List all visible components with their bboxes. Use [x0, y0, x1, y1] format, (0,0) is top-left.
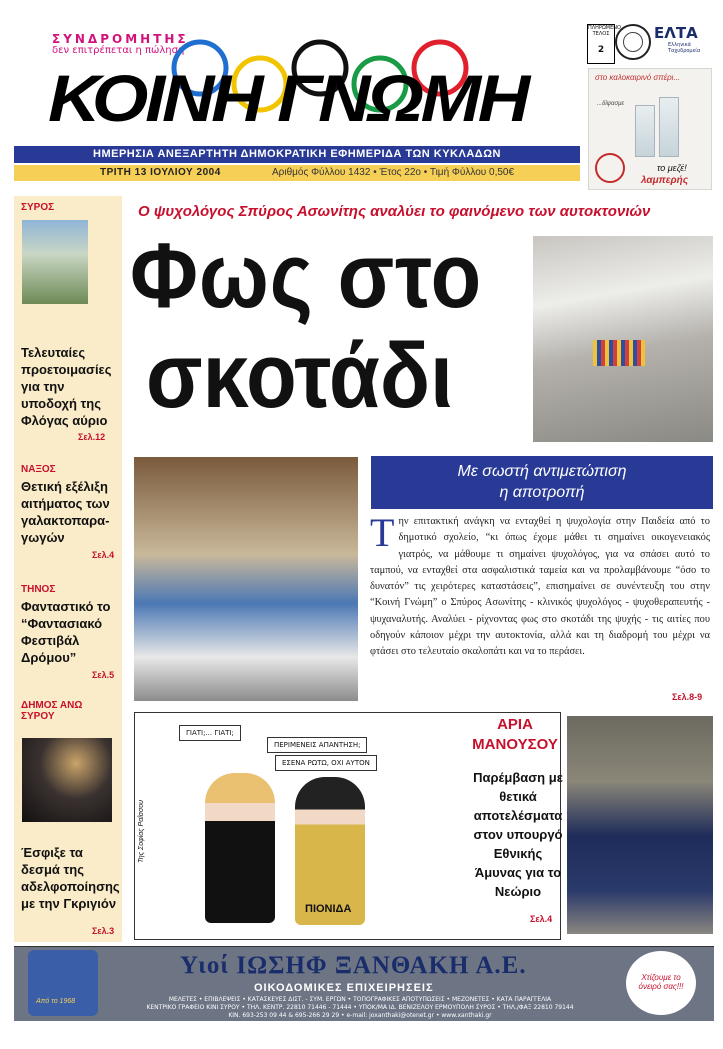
company-contact: ΚΙΝ. 693-253 09 44 & 695-266 29 29 • e-mail: joxanthaki@otenet.gr • www.xanthaki.gr [228, 1012, 492, 1019]
sidebar-section: ΤΗΝΟΣ [21, 584, 56, 595]
subscriber-label: ΣΥΝΔΡΟΜΗΤΗΣ [52, 32, 189, 46]
aria-photo [567, 716, 713, 934]
lead-subhead-line2: η αποτροπή [499, 484, 585, 501]
bottom-advert [14, 946, 714, 1021]
aria-name-line1: ΑΡΙΑ [497, 716, 533, 733]
lead-page-ref: Σελ.8-9 [672, 692, 703, 702]
elta-logo [654, 24, 723, 54]
sidebar-page-ref: Σελ.12 [78, 432, 106, 442]
sidebar-page-ref: Σελ.5 [92, 670, 115, 680]
seal-icon [615, 24, 651, 60]
company-logo-icon [28, 950, 98, 1016]
slogan-badge [626, 951, 696, 1015]
company-logo-text: Από το 1968 [36, 998, 76, 1005]
company-name: Υιοί ΙΩΣΗΦ ΞΑΝΘΑΚΗ Α.Ε. [180, 952, 527, 979]
memorial-photo [533, 236, 713, 442]
sidebar-headline: Έσφιξε τα δεσμά της αδελφοποίησης με την Γκριγιόν [21, 845, 120, 911]
issue-info: Αριθμός Φύλλου 1432 • Έτος 22ο • Τιμή Φύλλου 0,50€ [272, 167, 515, 178]
company-subtitle: ΟΙΚΟΔΟΜΙΚΕΣ ΕΠΙΧΕΙΡΗΣΕΙΣ [254, 982, 434, 994]
lead-headline-line2: σκοτάδι [146, 325, 454, 427]
elta-label: ΕΛΤΑ [654, 24, 698, 42]
glass-icon [659, 97, 679, 157]
aria-text: Παρέμβαση με θετικά αποτελέσματα στον υπουργό Εθνικής Άμυνας για το Νεώριο [473, 770, 563, 899]
lead-kicker: Ο ψυχολόγος Σπύρος Ασωνίτης αναλύει το φαινόμενο των αυτοκτονιών [138, 203, 651, 220]
sidebar-headline: Φανταστικό το “Φαντασιακό Φεστιβάλ Δρόμου” [21, 599, 111, 665]
flower-decoration [593, 340, 645, 366]
lead-headline-line1: Φως στο [130, 225, 483, 327]
postage-number: 2 [597, 45, 605, 55]
top-advert [588, 68, 712, 190]
lead-body [370, 510, 710, 661]
elta-sub: Ελληνικά Ταχυδρομεία [668, 42, 701, 54]
newspaper-logo: ΚΟΙΝΗ ΓΝΩΜΗ [48, 61, 527, 135]
sidebar-section: ΝΑΞΟΣ [21, 464, 56, 475]
ad-brand: λαμπερής [641, 175, 689, 186]
glass-icon [635, 105, 655, 157]
ad-line2: ...δίψασμε [597, 101, 624, 107]
cartoon-label-left: ΣΥΡΑ [225, 903, 254, 915]
subscriber-note: δεν επιτρέπεται η πώληση [52, 45, 185, 56]
torch-photo [22, 220, 88, 304]
ad-line3: το μεζέ! [657, 163, 687, 173]
brand-seal-icon [595, 153, 625, 183]
date-bar [14, 165, 580, 181]
slogan-text: Χτίζουμε το όνειρό σας!!! [638, 973, 684, 991]
company-services: ΜΕΛΕΤΕΣ • ΕΠΙΒΛΕΨΕΙΣ • ΚΑΤΑΣΚΕΥΕΣ ΔΙΣΤ. - ΣΥΜ. ΕΡΓΩΝ • ΤΟΠΟΓΡΑΦΙΚΕΣ ΑΠΟΤΥΠΩΣΕΙΣ • ΜΕΖΟΝΕΤΕΣ • ΚΑΤΑ ΠΑΡΑΓΓΕΛΙΑ [168, 996, 552, 1003]
postage-badge-label: ΠΛΗΡΩΜΕΝΟ ΤΕΛΟΣ [588, 25, 621, 37]
cartoon-bubble: ΓΙΑΤΙ;... ΓΙΑΤΙ; [179, 725, 241, 741]
ad-line1: στο καλοκαιρινό σπέρι... [595, 73, 681, 82]
sidebar-section: ΔΗΜΟΣ ΑΝΩ ΣΥΡΟΥ [21, 700, 83, 722]
sidebar-page-ref: Σελ.4 [92, 550, 115, 560]
drop-cap: Τ [370, 510, 395, 555]
aria-name-line2: ΜΑΝΟΥΣΟΥ [472, 736, 558, 753]
postage-badge [587, 24, 621, 64]
sidebar-headline: Τελευταίες προετοιμασίες για την υποδοχή της Φλόγας αύριο [21, 345, 112, 428]
cartoon-bubble: ΠΕΡΙΜΕΝΕΙΣ ΑΠΑΝΤΗΣΗ; [267, 737, 367, 753]
cartoon-bubble: ΕΣΕΝΑ ΡΩΤΩ, ΟΧΙ ΑΥΤΟΝ [275, 755, 377, 771]
sidebar-page-ref: Σελ.3 [92, 926, 115, 936]
cartoon-credit: Της Σοφίας Ραΐσσου [138, 800, 145, 863]
lead-subhead-line1: Με σωστή αντιμετώπιση [457, 463, 627, 480]
lead-subhead [371, 456, 713, 509]
cartoon-figure-left [205, 773, 275, 923]
company-address: ΚΕΝΤΡΙΚΟ ΓΡΑΦΕΙΟ ΚΙΝΙ ΣΥΡΟΥ • ΤΗΛ. ΚΕΝΤΡ. 22810 71446 - 71444 • ΥΠΟΚ/ΜΑ ΙΔ. ΒΕΝΙΖΕΛΟΥ ΕΡΜΟΥΠΟΛΗ ΣΥΡΟΣ • ΤΗΛ./ΦΑΞ 22810 79144 [146, 1004, 574, 1011]
cartoon-label-right: ΠΙΟΝΙΔΑ [305, 903, 352, 915]
sidebar [14, 196, 122, 942]
psychologist-photo [134, 457, 358, 701]
lead-body-text: ην επιτακτική ανάγκη να ενταχθεί η ψυχολογία στην Παιδεία από το δημοτικό σχολείο, “κι όπως έχομε μάθει τι σημαίνει οικογενειακός γιατρός, να μάθουμε τι σημαίνει ψυχολόγος, για να σπάσει αυτό το ταμπού, να ενταχθεί στα ασφαλιστικά ταμεία και να προλαμβάνουμε “όσο το δυνατόν” τις χειρότερες καταστάσεις”, επισημαίνει σε συνέντευξη του στην “Κοινή Γνώμη” ο Σπύρος Ασωνίτης - κλινικός ψυχολόγος - ψυχοθεραπευτής - ψυχαναλυτής. Αναλύει - ρίχνοντας φως στο σκοτάδι της ψυχής - τις αιτίες που οδηγούν κάποιον μέχρι την αυτοκτονία, αλλά και τη διαδρομή του μέχρι να φτάσει στο τελευταίο σκαλοπάτι και να το περάσει. [370, 516, 710, 658]
sidebar-section: ΣΥΡΟΣ [21, 202, 55, 213]
sidebar-headline: Θετική εξέλιξη αιτήματος των γαλακτοπαρα-γωγών [21, 479, 110, 545]
tagline-bar: ΗΜΕΡΗΣΙΑ ΑΝΕΞΑΡΤΗΤΗ ΔΗΜΟΚΡΑΤΙΚΗ ΕΦΗΜΕΡΙΔΑ ΤΩΝ ΚΥΚΛΑΔΩΝ [14, 146, 580, 163]
aria-page-ref: Σελ.4 [530, 914, 553, 924]
ceremony-photo [22, 738, 112, 822]
issue-date: ΤΡΙΤΗ 13 ΙΟΥΛΙΟΥ 2004 [100, 167, 221, 178]
